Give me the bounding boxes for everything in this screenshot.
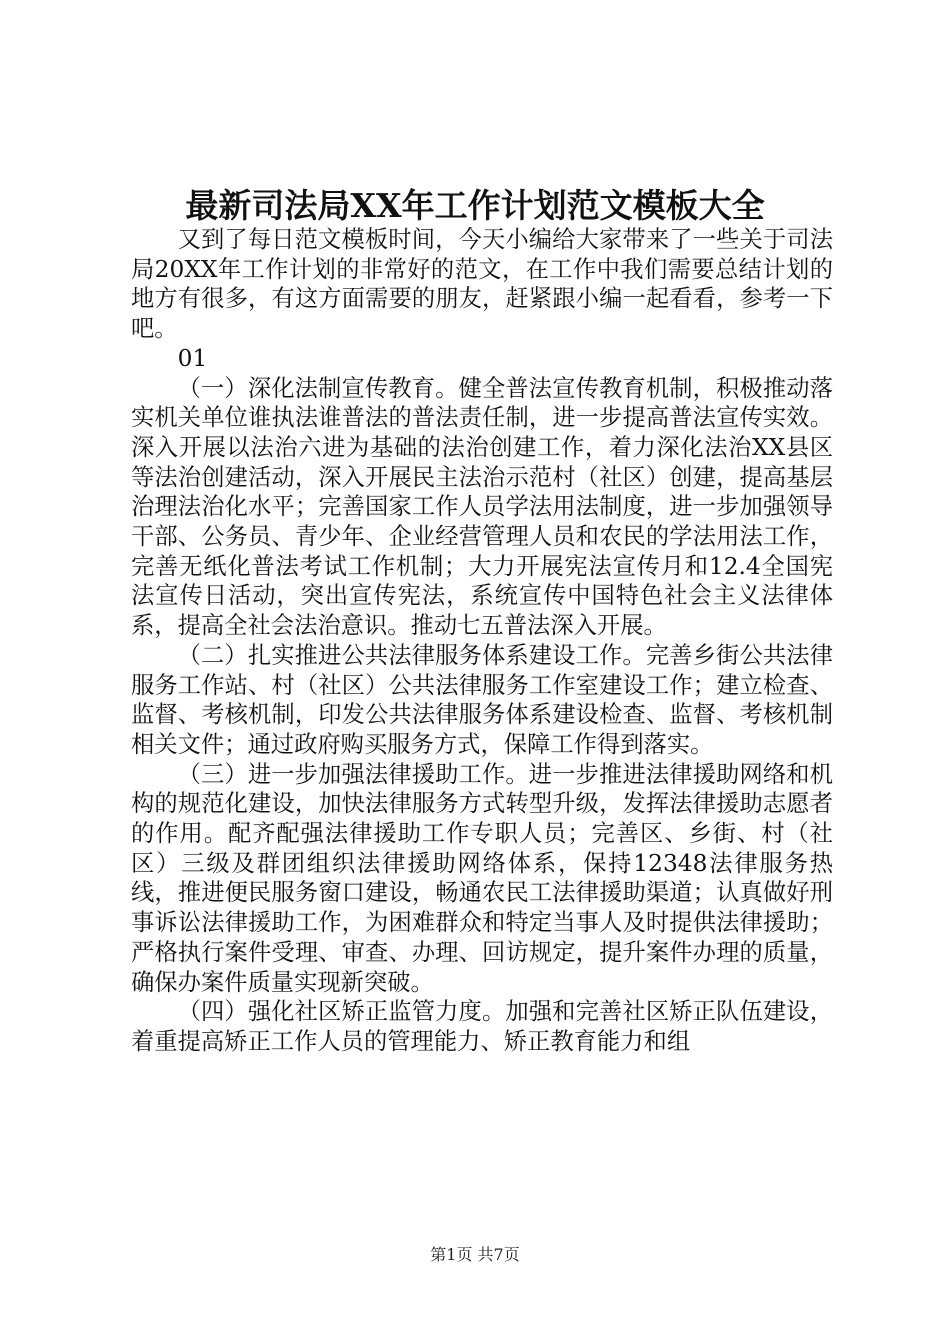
section-number: 01 bbox=[177, 344, 208, 372]
document-body bbox=[131, 225, 833, 1057]
intro-paragraph: 又到了每日范文模板时间，今天小编给大家带来了一些关于司法局20XX年工作计划的非常好的范文，在工作中我们需要总结计划的地方有很多，有这方面需要的朋友，赶紧跟小编一起看看，参考一下吧。 bbox=[131, 226, 833, 343]
document-title: 最新司法局XX年工作计划范文模板大全 bbox=[185, 186, 765, 225]
paragraph-item-4: （四）强化社区矫正监管力度。加强和完善社区矫正队伍建设，着重提高矫正工作人员的管理能力、矫正教育能力和组 bbox=[131, 998, 833, 1055]
paragraph-item-3: （三）进一步加强法律援助工作。进一步推进法律援助网络和机构的规范化建设，加快法律服务方式转型升级，发挥法律援助志愿者的作用。配齐配强法律援助工作专职人员；完善区、乡街、村（社区）三级及群团组织法律援助网络体系，保持12348法律服务热线，推进便民服务窗口建设，畅通农民工法律援助渠道；认真做好刑事诉讼法律援助工作，为困难群众和特定当事人及时提供法律援助；严格执行案件受理、审查、办理、回访规定，提升案件办理的质量，确保办案件质量实现新突破。 bbox=[131, 760, 833, 996]
page-footer: 第1页 共7页 bbox=[430, 1245, 520, 1264]
paragraph-item-1: （一）深化法制宣传教育。健全普法宣传教育机制，积极推动落实机关单位谁执法谁普法的普法责任制，进一步提高普法宣传实效。深入开展以法治六进为基础的法治创建工作，着力深化法治XX县区等法治创建活动，深入开展民主法治示范村（社区）创建，提高基层治理法治化水平；完善国家工作人员学法用法制度，进一步加强领导干部、公务员、青少年、企业经营管理人员和农民的学法用法工作，完善无纸化普法考试工作机制；大力开展宪法宣传月和12.4全国宪法宣传日活动，突出宣传宪法，系统宣传中国特色社会主义法律体系，提高全社会法治意识。推动七五普法深入开展。 bbox=[131, 374, 833, 640]
paragraph-item-2: （二）扎实推进公共法律服务体系建设工作。完善乡街公共法律服务工作站、村（社区）公共法律服务工作室建设工作；建立检查、监督、考核机制，印发公共法律服务体系建设检查、监督、考核机制相关文件；通过政府购买服务方式，保障工作得到落实。 bbox=[131, 641, 833, 758]
